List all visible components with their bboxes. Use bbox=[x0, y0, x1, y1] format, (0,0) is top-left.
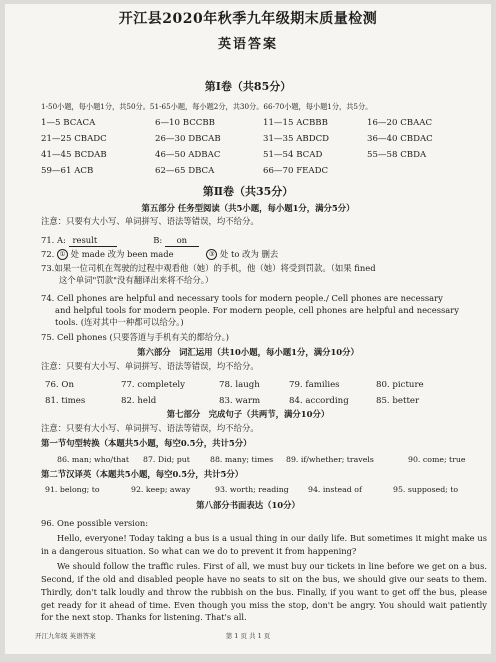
vocab-answer: 78. laugh bbox=[219, 380, 260, 390]
essay-paragraph-2: We should follow the traffic rules. First of all, we must buy our tickets in line before we get on a bus. Second, if the old and disabled people have no seats to sit on the bus, we should give our seats to them. Thirdly, don't talk loudly and throw the rubbish on the bus. Finally, if you want to get off the bus, please get ready for it ahead of time. Even though you miss the stop, don't be angry. You should wait patiently for the next stop. Thanks for listening. That's all. bbox=[41, 561, 487, 623]
circle-3-icon: ③ bbox=[206, 249, 217, 260]
vocab-answer: 84. according bbox=[289, 396, 349, 406]
answer-group: 51—54 BCAD bbox=[263, 150, 323, 160]
answer-group: 36—40 CBDAC bbox=[367, 134, 433, 144]
exam-title: 开江县2020年秋季九年级期末质量检测 bbox=[118, 11, 378, 27]
section7-part2-title: 第二节汉译英（本题共5小题，每空0.5分，共计5分） bbox=[41, 469, 244, 479]
q71-b-label: B: bbox=[153, 235, 163, 245]
part1-scoring-info: 1-50小题，每小题1分，共50分。51-65小题，每小题2分，共30分。66-70小题，每小题1分，共5分。 bbox=[41, 102, 373, 111]
q71-row bbox=[41, 235, 487, 247]
translation-answer: 95. supposed; to bbox=[393, 485, 459, 494]
translation-answer: 91. belong; to bbox=[45, 485, 100, 494]
section7-title: 第七部分 完成句子（共两节，满分10分） bbox=[166, 409, 330, 419]
q75-answer: 75. Cell phones (只要答道与手机有关的都给分。) bbox=[41, 332, 230, 342]
q71-answer-b: on bbox=[165, 235, 199, 247]
footer-left: 开江九年级 英语答案 bbox=[35, 632, 96, 640]
vocab-answer: 77. completely bbox=[121, 380, 186, 390]
section5-title: 第五部分 任务型阅读（共5小题，每小题1分，满分5分） bbox=[141, 203, 355, 213]
sentence-answer: 88. many; times bbox=[210, 455, 274, 464]
section6-note: 注意：只要有大小写、单词拼写、语法等错误，均不给分。 bbox=[41, 361, 259, 371]
section8-title: 第八部分书面表达（10分） bbox=[196, 500, 300, 510]
section5-note: 注意：只要有大小写、单词拼写、语法等错误，均不给分。 bbox=[41, 216, 259, 226]
sentence-answer: 87. Did; put bbox=[143, 455, 190, 464]
q72-row bbox=[41, 249, 487, 260]
part1-heading: 第Ⅰ卷（共85分） bbox=[204, 80, 292, 93]
answer-group: 31—35 ABDCD bbox=[263, 134, 330, 144]
vocab-answer: 80. picture bbox=[376, 380, 424, 390]
sentence-answer: 90. come; true bbox=[408, 455, 466, 464]
circle-1-icon: ① bbox=[57, 249, 68, 260]
answer-group: 26—30 DBCAB bbox=[155, 134, 221, 144]
vocab-answer: 76. On bbox=[45, 380, 74, 390]
sentence-answer: 86. man; who/that bbox=[57, 455, 129, 464]
answer-group: 66—70 FEADC bbox=[263, 166, 329, 176]
footer-page-number: 第 1 页 共 1 页 bbox=[225, 632, 271, 640]
answer-sheet bbox=[5, 4, 491, 654]
vocab-answer: 85. better bbox=[376, 396, 420, 406]
vocab-answer: 81. times bbox=[45, 396, 86, 406]
q73-answer-note: 这个单词"罚款"没有翻译出来将不给分。） bbox=[59, 275, 214, 285]
answer-group: 1—5 BCACA bbox=[41, 118, 96, 128]
translation-answer: 92. keep; away bbox=[131, 485, 191, 494]
answer-group: 16—20 CBAAC bbox=[367, 118, 433, 128]
translation-answer: 94. instead of bbox=[308, 485, 362, 494]
answer-group: 21—25 CBADC bbox=[41, 134, 107, 144]
q96-label: 96. One possible version: bbox=[41, 518, 149, 528]
q74-answer-cont: and helpful tools for modern people. For modern people, cell phones are helpful and necessary bbox=[55, 305, 460, 315]
q74-answer-note: tools. (连对其中一种都可以给分。) bbox=[55, 317, 184, 327]
q71-label: 71. A: bbox=[41, 235, 66, 245]
answer-group: 59—61 ACB bbox=[41, 166, 94, 176]
sentence-answer: 89. if/whether; travels bbox=[286, 455, 374, 464]
q71-answer-a: result bbox=[69, 235, 117, 247]
vocab-answer: 82. held bbox=[121, 396, 157, 406]
exam-subtitle: 英语答案 bbox=[217, 37, 278, 52]
q74-answer: 74. Cell phones are helpful and necessary tools for modern people./ Cell phones are necessary bbox=[41, 293, 443, 303]
answer-group: 11—15 ACBBB bbox=[263, 118, 328, 128]
essay-paragraph-1: Hello, everyone! Today taking a bus is a usual thing in our daily life. But sometimes it might make us in a dangerous situation. So what can we do to prevent it from happening? bbox=[41, 533, 487, 556]
vocab-answer: 83. warm bbox=[219, 396, 261, 406]
answer-group: 41—45 BCDAB bbox=[41, 150, 107, 160]
q72-answer-2: 处 to 改为 删去 bbox=[219, 249, 279, 259]
q72-label: 72. bbox=[41, 249, 55, 259]
section6-title: 第六部分 词汇运用（共10小题，每小题1分，满分10分） bbox=[137, 347, 359, 357]
answer-group: 62—65 DBCA bbox=[155, 166, 215, 176]
translation-answer: 93. worth; reading bbox=[215, 485, 289, 494]
q72-answer-1: 处 made 改为 been made bbox=[70, 249, 174, 259]
q73-answer: 73.如果一位司机在驾驶的过程中观看他（她）的手机，他（她）将受到罚款。（如果 fined bbox=[41, 263, 376, 273]
answer-group: 55—58 CBDA bbox=[367, 150, 427, 160]
section7-note: 注意：只要有大小写、单词拼写、语法等错误，均不给分。 bbox=[41, 423, 259, 433]
section7-part1-title: 第一节句型转换（本题共5小题，每空0.5分，共计5分） bbox=[41, 438, 252, 448]
part2-heading: 第Ⅱ卷（共35分） bbox=[202, 185, 294, 198]
answer-group: 46—50 ADBAC bbox=[155, 150, 221, 160]
vocab-answer: 79. families bbox=[289, 380, 340, 390]
answer-group: 6—10 BCCBB bbox=[155, 118, 215, 128]
